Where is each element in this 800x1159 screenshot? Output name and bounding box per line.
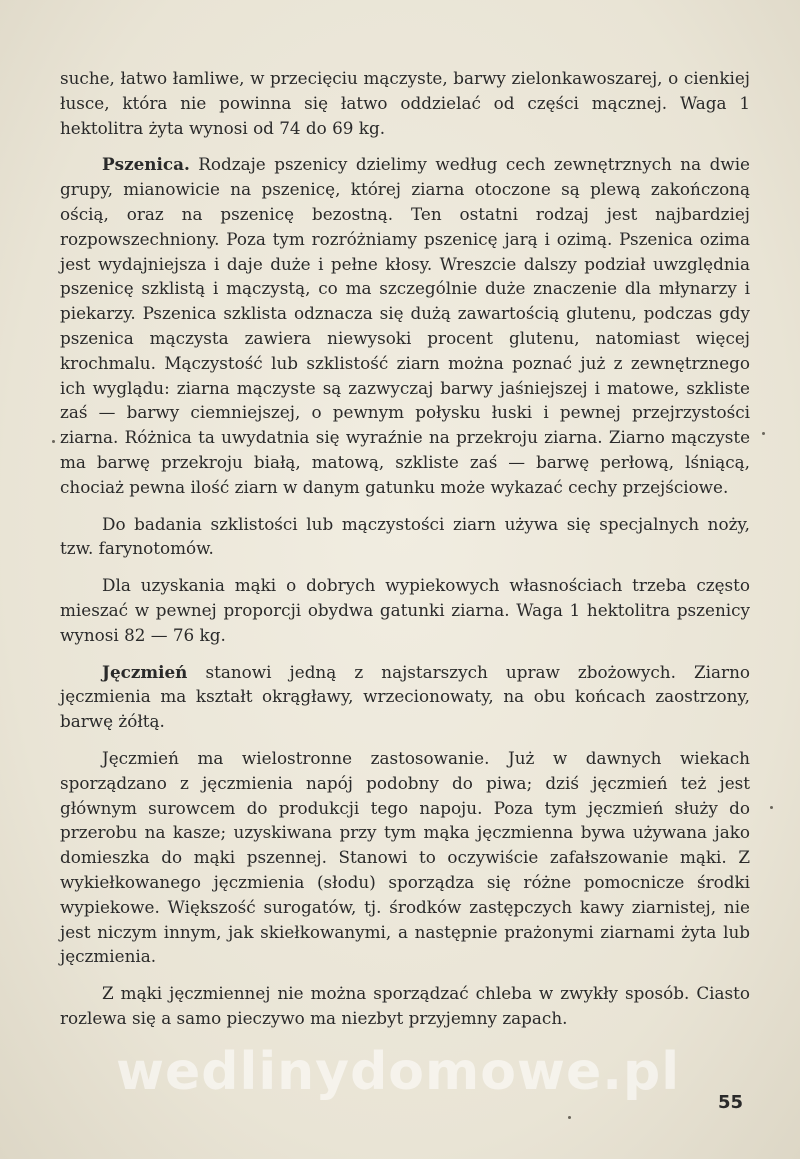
paragraph-text: stanowi jedną z najstarszych upraw zbożowych. Ziarno jęczmienia ma kształt okrągławy, wrzecionowaty, na obu końcach zaostrzony, barwę żółtą. xyxy=(60,661,750,732)
paragraph-rye-end xyxy=(60,66,750,140)
print-speck xyxy=(52,440,55,443)
paragraph-farinotome xyxy=(60,512,750,562)
body-text xyxy=(60,66,750,1043)
watermark: wedlinydomowe.pl xyxy=(115,1042,681,1102)
paragraph-text: Z mąki jęczmiennej nie można sporządzać chleba w zwykły sposób. Ciasto rozlewa się a samo pieczywo ma niezbyt przyjemny zapach. xyxy=(60,983,750,1028)
heading-wheat: Pszenica. xyxy=(102,154,190,175)
paragraph-text: Do badania szklistości lub mączystości ziarn używa się specjalnych noży, tzw. farynotomów. xyxy=(60,513,750,559)
paragraph-text: suche, łatwo łamliwe, w przecięciu mączyste, barwy zielonkawoszarej, o cienkiej łusce, która nie powinna się łatwo oddzielać od części mącznej. Waga 1 hektolitra żyta wynosi od 74 do 69 kg. xyxy=(60,68,750,138)
paragraph-text: Jęczmień ma wielostronne zastosowanie. Już w dawnych wiekach sporządzano z jęczmienia napój podobny do piwa; dziś jęczmień też jest głównym surowcem do produkcji tego napoju. Poza tym jęczmień służy do przerobu na kasze; uzyskiwana przy tym mąka jęczmienna bywa używana jako domieszka do mąki pszennej. Stanowi to oczywiście zafałszowanie mąki. Z wykiełkowanego jęczmienia (słodu) sporządza się różne pomocnicze środki wypiekowe. Większość surogatów, tj. środków zastępczych kawy ziarnistej, nie jest niczym innym, jak skiełkowanymi, a następnie prażonymi ziarnami żyta lub jęczmienia. xyxy=(60,747,750,967)
print-speck xyxy=(568,1116,571,1119)
heading-barley: Jęczmień xyxy=(102,661,188,682)
print-speck xyxy=(770,806,773,809)
paragraph-barley-flour xyxy=(60,981,750,1031)
print-speck xyxy=(762,432,765,435)
paragraph-text: Dla uzyskania mąki o dobrych wypiekowych własnościach trzeba często mieszać w pewnej proporcji obydwa gatunki ziarna. Waga 1 hektolitra pszenicy wynosi 82 — 76 kg. xyxy=(60,575,750,645)
paragraph-wheat-weight xyxy=(60,573,750,647)
paragraph-barley xyxy=(60,660,750,734)
paragraph-wheat xyxy=(60,152,750,499)
page-number: 55 xyxy=(718,1092,744,1113)
paragraph-barley-uses xyxy=(60,746,750,969)
paragraph-text: Rodzaje pszenicy dzielimy według cech zewnętrznych na dwie grupy, mianowicie na pszenicę, której ziarna otoczone są plewą zakończoną ością, oraz na pszenicę bezostną. Ten ostatni rodzaj jest najbardziej rozpowszechniony. Poza tym rozróżniamy pszenicę jarą i ozimą. Pszenica ozima jest wydajniejsza i daje duże i pełne kłosy. Wreszcie dalszy podział uwzględnia pszenicę szklistą i mączystą, co ma szczególnie duże znaczenie dla młynarzy i piekarzy. Pszenica szklista odznacza się dużą zawartością glutenu, podczas gdy pszenica mączysta zawiera niewysoki procent glutenu, natomiast więcej krochmalu. Mączystość lub szklistość ziarn można poznać już z zewnętrznego ich wyglądu: ziarna mączyste są zazwyczaj barwy jaśniejszej i matowe, szkliste zaś — barwy ciemniejszej, o pewnym połysku łuski i pewnej przejrzystości ziarna. Różnica ta uwydatnia się wyraźnie na przekroju ziarna. Ziarno mączyste ma barwę przekroju białą, matową, szkliste zaś — barwę perłową, lśniącą, chociaż pewna ilość ziarn w danym gatunku może wykazać cechy przejściowe. xyxy=(60,154,750,497)
